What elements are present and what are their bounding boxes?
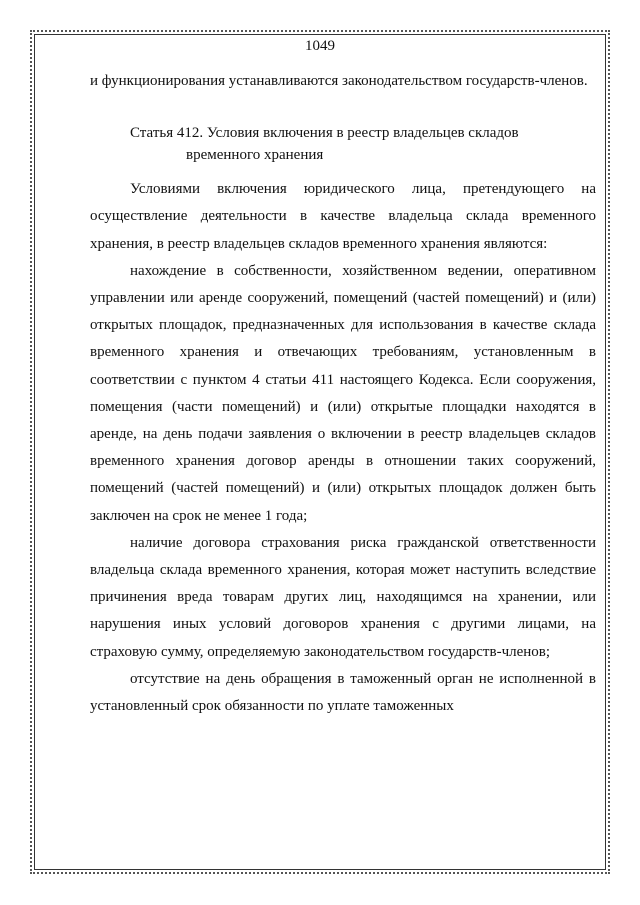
article-heading-line2: временного хранения [186, 147, 324, 164]
document-body [90, 68, 596, 720]
intro-paragraph: и функционирования устанавливаются законодательством государств-членов. [90, 73, 588, 89]
page-number: 1049 [305, 38, 335, 54]
paragraph: нахождение в собственности, хозяйственном ведении, оперативном управлении или аренде сооружений, помещений (частей помещений) и (или) открытых площадок, предназначенных для использования в качестве склада временного хранения и отвечающих требованиям, установленным в соответствии с пунктом 4 статьи 411 настоящего Кодекса. Если сооружения, помещения (части помещений) и (или) открытые площадки находятся в аренде, на день подачи заявления о включении в реестр владельцев складов временного хранения договор аренды в отношении таких сооружений, помещений (частей помещений) и (или) открытых площадок должен быть заключен на срок не менее 1 года; [90, 262, 596, 524]
paragraph: отсутствие на день обращения в таможенный орган не исполненной в установленный срок обязанности по уплате таможенных [90, 670, 596, 715]
article-heading-line1: Статья 412. Условия включения в реестр владельцев складов [130, 125, 519, 142]
paragraph: наличие договора страхования риска гражданской ответственности владельца склада временного хранения, которая может наступить вследствие причинения вреда товарам других лиц, находящимся на хранении, или нарушения иных условий договоров хранения с другими лицами, на страховую сумму, определяемую законодательством государств-членов; [90, 534, 596, 660]
article-heading [90, 122, 596, 166]
paragraph: Условиями включения юридического лица, претендующего на осуществление деятельности в качестве владельца склада временного хранения, в реестр владельцев складов временного хранения являются: [90, 181, 596, 252]
